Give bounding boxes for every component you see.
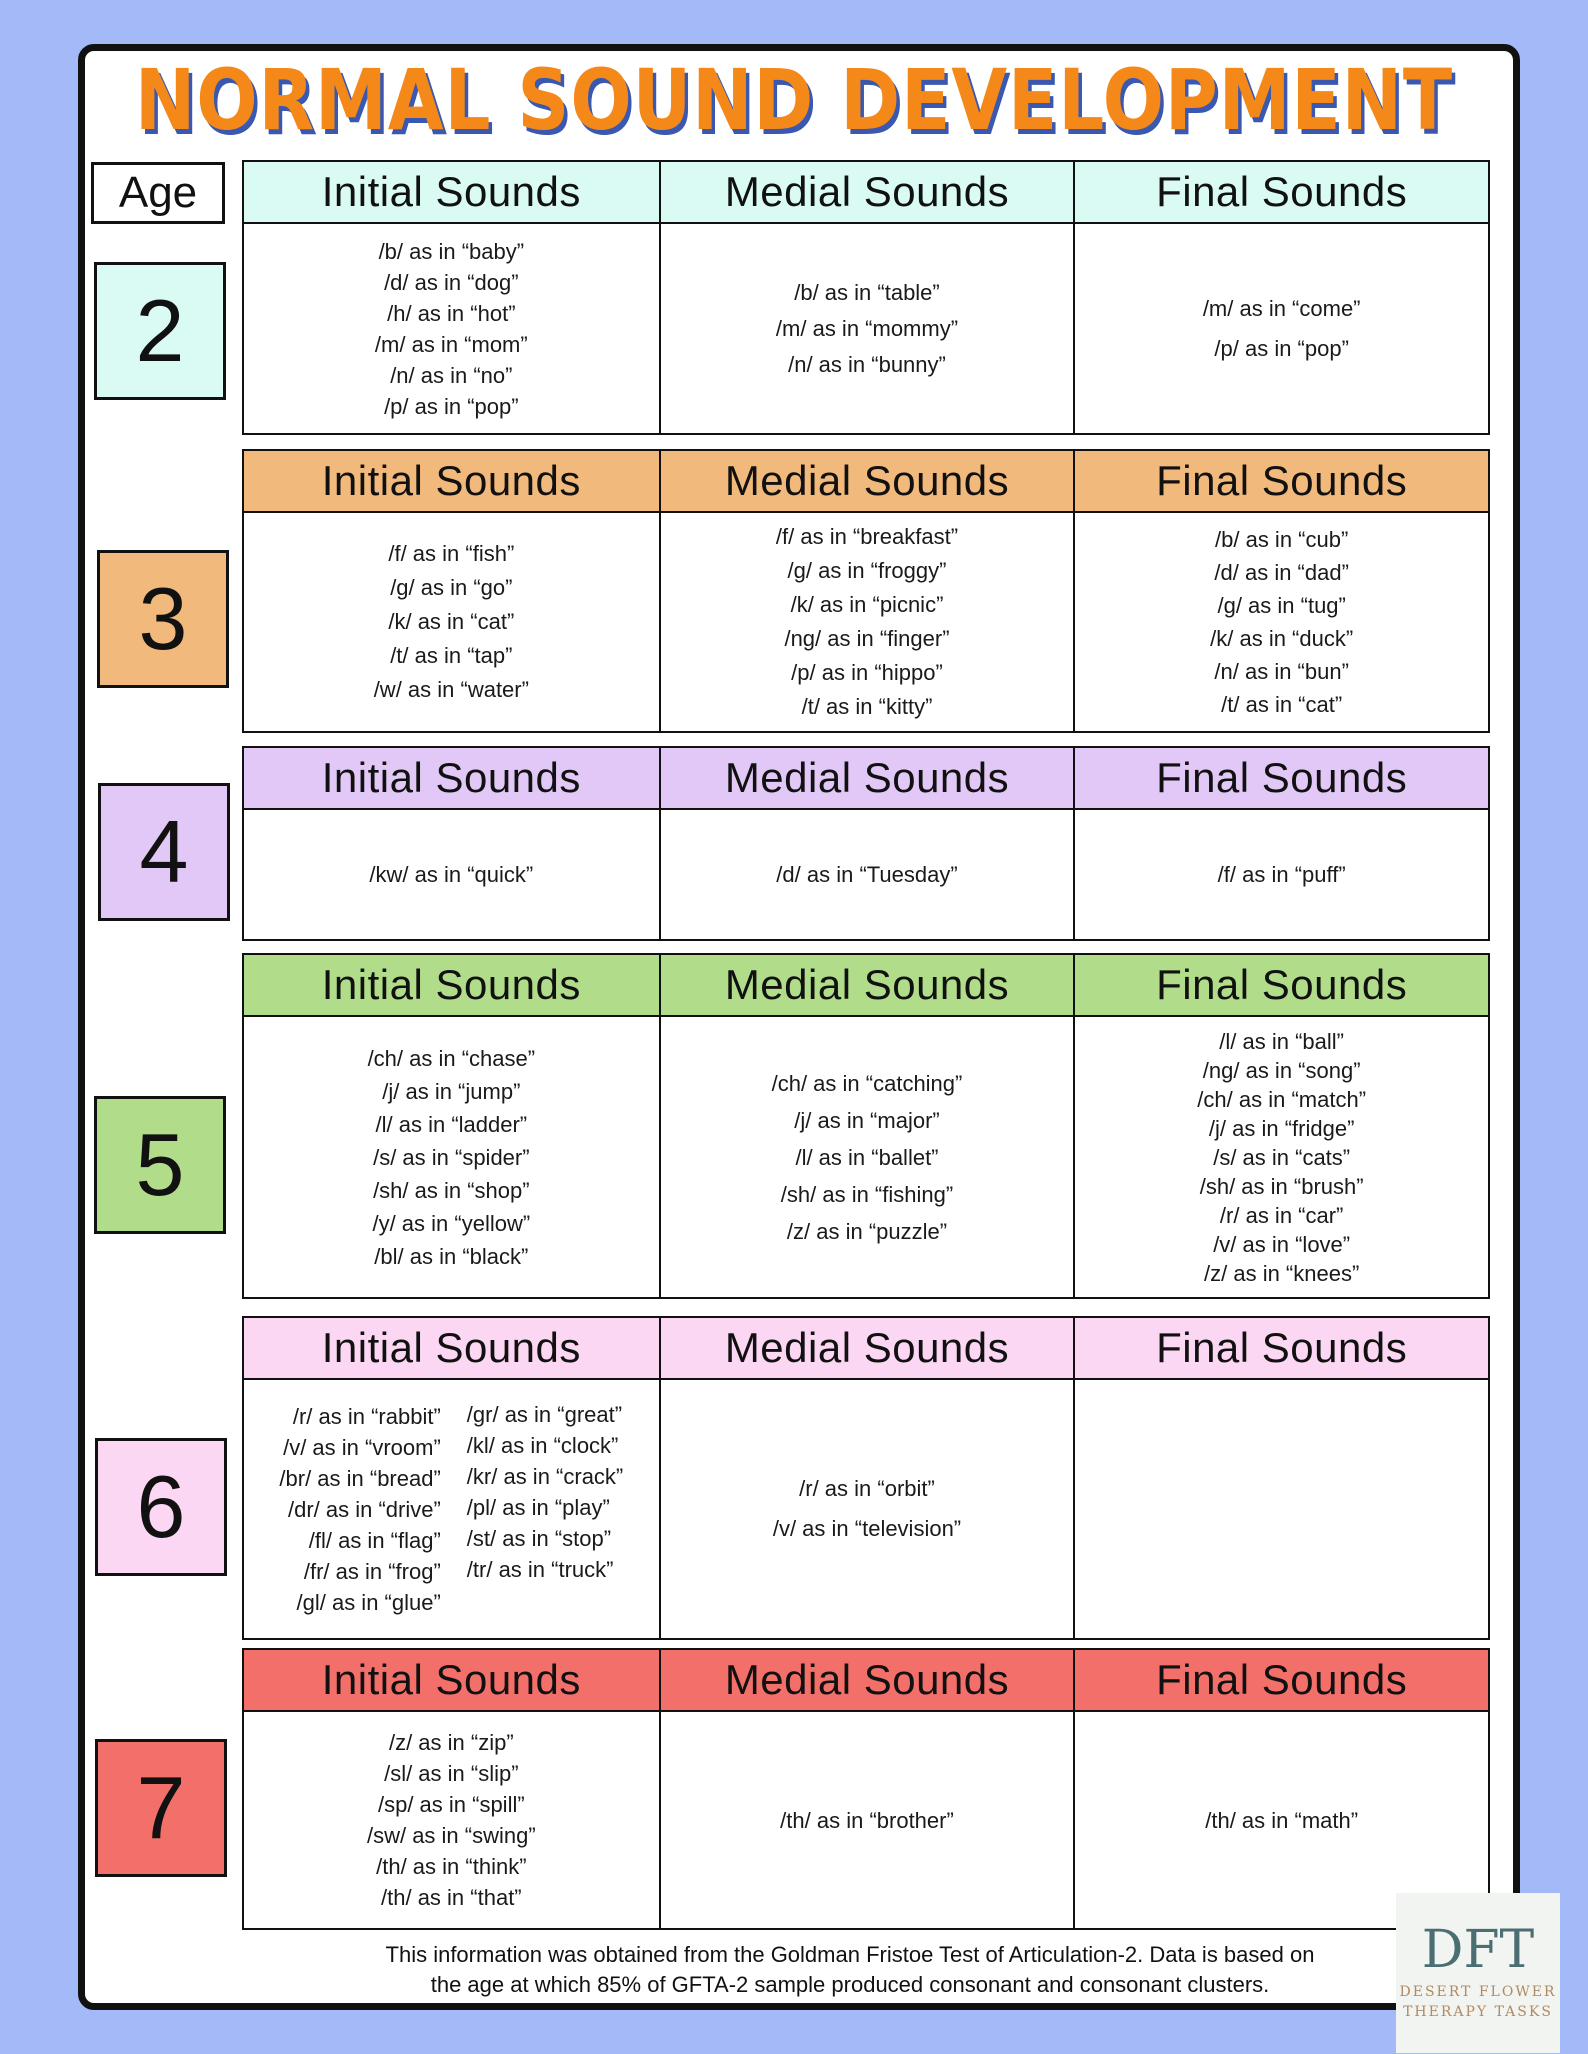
sound-item: /n/ as in “bun” — [1214, 659, 1349, 684]
sound-item: /j/ as in “fridge” — [1208, 1115, 1355, 1141]
age-box-7: 7 — [95, 1739, 227, 1877]
sound-item: /p/ as in “pop” — [384, 393, 519, 419]
sound-item: /br/ as in “bread” — [279, 1465, 441, 1491]
final-sounds-cell — [1073, 1380, 1488, 1638]
sound-item: /r/ as in “rabbit” — [292, 1403, 441, 1429]
sound-item: /sh/ as in “fishing” — [780, 1181, 954, 1207]
logo-text — [1400, 1982, 1557, 2022]
footnote-line-1: This information was obtained from the Goldman Fristoe Test of Articulation-2. Data is based on — [385, 1942, 1315, 1967]
header-medial: Medial Sounds — [659, 451, 1074, 511]
sound-item: /th/ as in “brother” — [780, 1807, 954, 1833]
initial-sounds-column-1 — [279, 1401, 440, 1618]
sound-item: /n/ as in “bunny” — [788, 351, 946, 377]
medial-sounds-cell — [659, 1017, 1074, 1297]
header-initial: Initial Sounds — [321, 1324, 581, 1371]
sound-item: /p/ as in “hippo” — [791, 660, 943, 685]
row-header — [244, 451, 1488, 513]
sound-item: /ch/ as in “catching” — [771, 1070, 963, 1096]
sound-item: /z/ as in “knees” — [1204, 1260, 1360, 1286]
final-sounds-cell — [1073, 513, 1488, 731]
row-header — [244, 955, 1488, 1017]
header-initial: Initial Sounds — [321, 168, 581, 215]
sound-item: /n/ as in “no” — [390, 362, 513, 388]
sound-item: /w/ as in “water” — [373, 677, 529, 702]
age-row-7 — [242, 1648, 1490, 1930]
sound-item: /f/ as in “fish” — [388, 541, 515, 566]
sound-item: /v/ as in “vroom” — [283, 1434, 441, 1460]
initial-sounds-column-2 — [467, 1399, 623, 1585]
sound-item: /b/ as in “cub” — [1215, 527, 1349, 552]
sound-item: /th/ as in “think” — [376, 1854, 527, 1879]
sound-item: /f/ as in “puff” — [1217, 862, 1346, 887]
brand-logo — [1396, 1893, 1560, 2053]
header-medial: Medial Sounds — [659, 1650, 1074, 1710]
sound-item: /ch/ as in “match” — [1197, 1086, 1367, 1112]
header-initial: Initial Sounds — [321, 1656, 581, 1703]
initial-sounds-cell — [244, 224, 659, 433]
sound-item: /th/ as in “that” — [381, 1885, 522, 1910]
sound-item: /z/ as in “zip” — [388, 1730, 514, 1755]
sound-item: /s/ as in “cats” — [1213, 1144, 1351, 1170]
sound-item: /l/ as in “ball” — [1219, 1028, 1345, 1054]
initial-sounds-cell — [244, 1712, 659, 1928]
logo-mark: DFT — [1421, 1920, 1535, 1980]
sound-item: /k/ as in “duck” — [1210, 626, 1354, 651]
sound-item: /y/ as in “yellow” — [372, 1210, 531, 1236]
sound-item: /g/ as in “go” — [390, 575, 513, 600]
sound-item: /d/ as in “Tuesday” — [776, 862, 958, 887]
sound-item: /fr/ as in “frog” — [303, 1558, 441, 1584]
row-header — [244, 748, 1488, 810]
sound-item: /sw/ as in “swing” — [366, 1823, 536, 1848]
sound-item: /ch/ as in “chase” — [367, 1045, 536, 1071]
final-sounds-cell — [1073, 1017, 1488, 1297]
sound-item: /f/ as in “breakfast” — [775, 524, 959, 549]
sound-item: /kr/ as in “crack” — [466, 1464, 624, 1489]
sound-item: /tr/ as in “truck” — [466, 1557, 614, 1582]
sound-item: /t/ as in “cat” — [1221, 692, 1343, 717]
sound-item: /ng/ as in “finger” — [784, 626, 950, 651]
row-header — [244, 1318, 1488, 1380]
age-box-3: 3 — [97, 550, 229, 688]
age-box-5: 5 — [94, 1096, 226, 1234]
sound-item: /l/ as in “ladder” — [375, 1111, 528, 1137]
final-sounds-cell — [1073, 810, 1488, 939]
page-title: NORMAL SOUND DEVELOPMENT — [134, 51, 1454, 149]
sound-item: /v/ as in “love” — [1213, 1231, 1351, 1257]
header-medial: Medial Sounds — [659, 162, 1074, 222]
header-medial: Medial Sounds — [659, 748, 1074, 808]
sound-item: /st/ as in “stop” — [466, 1526, 612, 1551]
sound-item: /r/ as in “car” — [1219, 1202, 1344, 1228]
row-header — [244, 1650, 1488, 1712]
medial-sounds-cell — [659, 810, 1074, 939]
sound-item: /h/ as in “hot” — [387, 300, 516, 326]
sound-item: /gl/ as in “glue” — [296, 1589, 441, 1615]
age-row-5 — [242, 953, 1490, 1299]
final-sounds-cell — [1073, 224, 1488, 433]
sound-item: /r/ as in “orbit” — [799, 1476, 935, 1501]
medial-sounds-cell — [659, 513, 1074, 731]
header-final: Final Sounds — [1073, 162, 1488, 222]
header-final: Final Sounds — [1073, 451, 1488, 511]
sound-item: /dr/ as in “drive” — [287, 1496, 441, 1522]
age-box-6: 6 — [95, 1438, 227, 1576]
sound-item: /kl/ as in “clock” — [466, 1433, 619, 1458]
sound-item: /k/ as in “picnic” — [790, 592, 944, 617]
sound-item: /sh/ as in “brush” — [1199, 1173, 1364, 1199]
sound-item: /ng/ as in “song” — [1202, 1057, 1361, 1083]
age-row-3 — [242, 449, 1490, 733]
sound-item: /s/ as in “spider” — [373, 1144, 530, 1170]
medial-sounds-cell — [659, 1712, 1074, 1928]
age-box-2: 2 — [94, 262, 226, 400]
sound-item: /sp/ as in “spill” — [377, 1792, 525, 1817]
footnote-line-2: the age at which 85% of GFTA-2 sample produced consonant and consonant clusters. — [430, 1972, 1270, 1997]
age-row-6 — [242, 1316, 1490, 1640]
medial-sounds-cell — [659, 1380, 1074, 1638]
header-final: Final Sounds — [1073, 955, 1488, 1015]
sound-item: /j/ as in “jump” — [382, 1078, 521, 1104]
header-medial: Medial Sounds — [659, 1318, 1074, 1378]
header-final: Final Sounds — [1073, 1318, 1488, 1378]
sound-item: /bl/ as in “black” — [374, 1243, 529, 1269]
sound-item: /v/ as in “television” — [772, 1516, 962, 1541]
sound-item: /t/ as in “kitty” — [801, 694, 933, 719]
sound-item: /kw/ as in “quick” — [369, 862, 534, 887]
initial-sounds-cell — [244, 1017, 659, 1297]
row-header — [244, 162, 1488, 224]
sound-item: /p/ as in “pop” — [1214, 335, 1349, 361]
header-final: Final Sounds — [1073, 748, 1488, 808]
sound-item: /l/ as in “ballet” — [795, 1144, 939, 1170]
initial-sounds-cell — [244, 1380, 659, 1638]
sound-item: /d/ as in “dog” — [384, 269, 519, 295]
sound-item: /k/ as in “cat” — [388, 609, 515, 634]
sound-item: /pl/ as in “play” — [466, 1495, 610, 1520]
source-footnote — [300, 1940, 1400, 2000]
sound-item: /m/ as in “come” — [1202, 295, 1361, 321]
sound-item: /sh/ as in “shop” — [373, 1177, 530, 1203]
sound-item: /b/ as in “baby” — [378, 238, 525, 264]
sound-item: /m/ as in “mommy” — [775, 315, 959, 341]
header-final: Final Sounds — [1073, 1650, 1488, 1710]
initial-sounds-cell — [244, 513, 659, 731]
sound-item: /z/ as in “puzzle” — [786, 1218, 948, 1244]
age-row-4 — [242, 746, 1490, 941]
age-column-header: Age — [91, 162, 225, 224]
sound-item: /d/ as in “dad” — [1214, 560, 1349, 585]
sound-item: /gr/ as in “great” — [466, 1402, 623, 1427]
age-row-2 — [242, 160, 1490, 435]
initial-sounds-cell — [244, 810, 659, 939]
sound-item: /g/ as in “froggy” — [787, 558, 947, 583]
sound-item: /sl/ as in “slip” — [384, 1761, 519, 1786]
header-medial: Medial Sounds — [659, 955, 1074, 1015]
medial-sounds-cell — [659, 224, 1074, 433]
age-box-4: 4 — [98, 783, 230, 921]
sound-item: /j/ as in “major” — [794, 1107, 940, 1133]
sound-item: /m/ as in “mom” — [374, 331, 528, 357]
sound-item: /g/ as in “tug” — [1217, 593, 1346, 618]
logo-line-2: THERAPY TASKS — [1403, 2004, 1553, 2020]
sound-item: /th/ as in “math” — [1205, 1807, 1359, 1833]
header-initial: Initial Sounds — [321, 754, 581, 801]
sound-item: /t/ as in “tap” — [390, 643, 513, 668]
sound-item: /fl/ as in “flag” — [308, 1527, 441, 1553]
header-initial: Initial Sounds — [321, 961, 581, 1008]
logo-line-1: DESERT FLOWER — [1399, 1984, 1557, 2000]
header-initial: Initial Sounds — [321, 457, 581, 504]
sound-item: /b/ as in “table” — [794, 279, 940, 305]
